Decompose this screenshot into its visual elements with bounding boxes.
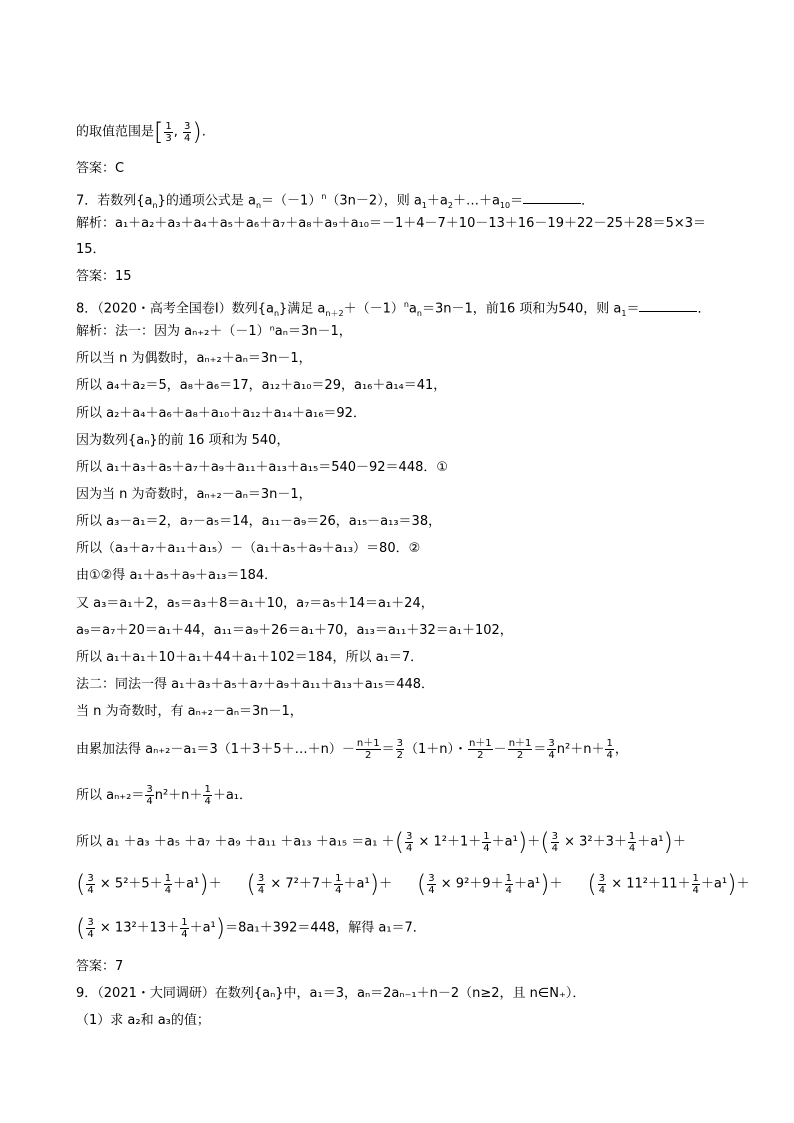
- q8-line: 所以当 n 为偶数时，aₙ₊₂＋aₙ＝3n－1，: [76, 351, 312, 366]
- q9-part1: （1）求 a₂和 a₃的值；: [76, 1013, 210, 1028]
- q9-stem: 9．（2021・大同调研）在数列{aₙ}中，a₁＝3，aₙ＝2aₙ₋₁＋n－2（n≥2，且 n∈N₊）．: [76, 986, 586, 1001]
- q8-sum-line-3: ( $\frac{3}{4}$ × 13²＋13＋ $\frac{1}{4}$ ＋a¹)＝8a₁＋392＝448，解得 a₁＝7．: [76, 914, 426, 942]
- q8-line: 因为当 n 为奇数时，aₙ₊₂－aₙ＝3n－1，: [76, 487, 312, 502]
- q7-solution-1: 解析：a₁＋a₂＋a₃＋a₄＋a₅＋a₆＋a₇＋a₈＋a₉＋a₁₀＝－1＋4－7＋10－13＋16－19＋22－25＋28＝5×3＝: [76, 216, 707, 231]
- q8-line: 当 n 为奇数时，有 aₙ₊₂－aₙ＝3n－1，: [76, 704, 303, 719]
- q8-line: a₉＝a₇＋20＝a₁＋44，a₁₁＝a₉＋26＝a₁＋70，a₁₃＝a₁₁＋32＝a₁＋102，: [76, 623, 513, 638]
- q8-line: 解析：法一：因为 aₙ₊₂＋（－1）ⁿaₙ＝3n－1，: [76, 324, 352, 339]
- q6-range-text: 的取值范围是: [76, 124, 155, 140]
- q8-line: 所以（a₃＋a₇＋a₁₁＋a₁₅）－（a₁＋a₅＋a₉＋a₁₃）＝80．②: [76, 541, 421, 556]
- q7-solution-2: 15．: [76, 242, 106, 257]
- q8-general-term: 所以 aₙ₊₂＝ $\frac{3}{4}$ n²＋n＋ $\frac{1}{4}$ ＋a₁．: [76, 784, 252, 807]
- q8-sum-line-1: 所以 a₁ ＋a₃ ＋a₅ ＋a₇ ＋a₉ ＋a₁₁ ＋a₁₃ ＋a₁₅ ＝a₁ ＋( $\frac{3}{4}$ × 1²＋1＋ $\frac{1}{4}$ ＋a¹)＋( $\frac{3}{4}$ × 3²＋3＋ $\frac{1}{4}$ ＋a¹)＋: [76, 828, 686, 856]
- q8-line: 所以 a₃－a₁＝2，a₇－a₅＝14，a₁₁－a₉＝26，a₁₅－a₁₃＝38，: [76, 514, 442, 529]
- q8-line: 所以 a₁＋a₁＋10＋a₁＋44＋a₁＋102＝184，所以 a₁＝7．: [76, 650, 424, 665]
- fraction: $\frac{1}{3}$: [165, 120, 172, 144]
- q7-answer: 答案：15: [76, 269, 132, 284]
- q8-line: 所以 a₁＋a₃＋a₅＋a₇＋a₉＋a₁₁＋a₁₃＋a₁₅＝540－92＝448．①: [76, 460, 449, 475]
- answer-blank: [523, 191, 581, 204]
- q7-stem: 7．若数列$\{a_n\}$的通项公式是 $a_n=(-1)^n(3n-2)$，则 $a_1+a_2+\dots+a_{10}=$ ．: [76, 192, 595, 210]
- q8-line: 所以 a₄＋a₂＝5，a₈＋a₆＝17，a₁₂＋a₁₀＝29，a₁₆＋a₁₄＝41，: [76, 378, 447, 393]
- q8-line: 法二：同法一得 a₁＋a₃＋a₅＋a₇＋a₉＋a₁₁＋a₁₃＋a₁₅＝448．: [76, 677, 435, 692]
- left-bracket: [: [154, 118, 164, 146]
- q8-line: 由①②得 a₁＋a₅＋a₉＋a₁₃＝184．: [76, 568, 278, 583]
- q8-line: 所以 a₂＋a₄＋a₆＋a₈＋a₁₀＋a₁₂＋a₁₄＋a₁₆＝92．: [76, 406, 366, 421]
- right-paren: ): [192, 118, 202, 146]
- q8-sum-line-2: ( $\frac{3}{4}$ × 5²＋5＋ $\frac{1}{4}$ ＋a¹)＋ ( $\frac{3}{4}$ × 7²＋7＋ $\frac{1}{4}$ ＋a¹)＋ ( $\frac{3}{4}$ × 9²＋9＋ $\frac{1}{4}$ ＋a¹)＋ ( $\frac{3}{4}$ × 11²＋11＋ $\frac{1}{4}$ ＋a¹)＋: [76, 870, 750, 898]
- q6-range-line: [76, 120, 206, 144]
- q8-answer: 答案：7: [76, 959, 124, 974]
- fraction: $\frac{3}{4}$: [184, 120, 191, 144]
- q6-answer: 答案：C: [76, 161, 125, 176]
- q8-line: 因为数列{aₙ}的前 16 项和为 540，: [76, 433, 290, 448]
- period: .: [201, 124, 206, 140]
- q8-line: 又 a₃＝a₁＋2，a₅＝a₃＋8＝a₁＋10，a₇＝a₅＋14＝a₁＋24，: [76, 596, 434, 611]
- answer-blank: [639, 299, 697, 312]
- separator: ,: [173, 124, 183, 140]
- q8-stem: 8．（2020・高考全国卷Ⅰ）数列$\{a_n\}$满足 $a_{n+2}+(-1)^na_n=3n-1$，前16 项和为540，则 $a_1=$ ．: [76, 300, 711, 318]
- q8-cumulative-line: 由累加法得 aₙ₊₂－a₁＝3（1＋3＋5＋…＋n）－ $\frac{n+1}{2}$ ＝ $\frac{3}{2}$ （1＋n）・ $\frac{n+1}{2}$ － $\frac{n+1}{2}$ ＝ $\frac{3}{4}$ n²＋n＋ $\frac{1}{4}$ ，: [76, 738, 628, 761]
